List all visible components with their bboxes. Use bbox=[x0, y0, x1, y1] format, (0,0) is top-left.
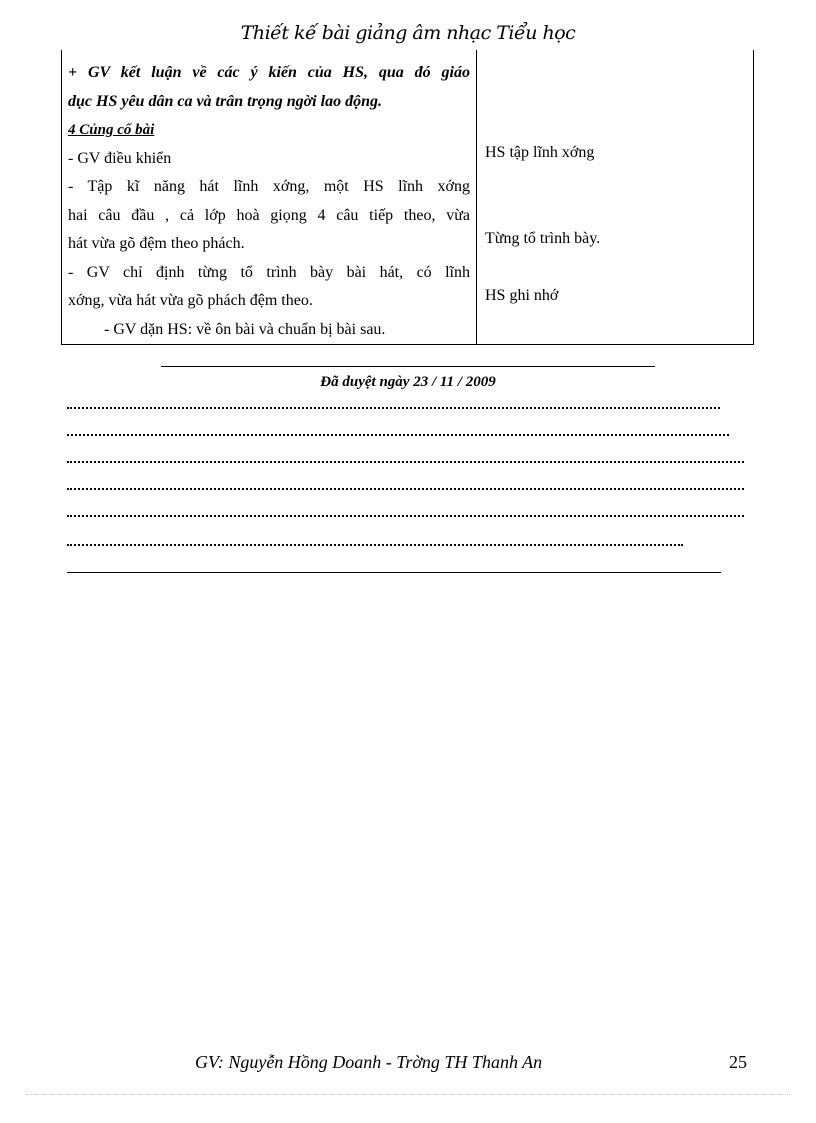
dotted-line bbox=[67, 503, 744, 517]
page-number: 25 bbox=[729, 1052, 747, 1072]
text-line: xớng, vừa hát vừa gõ phách đệm theo. bbox=[68, 292, 313, 309]
dotted-line bbox=[67, 476, 744, 490]
dotted-line bbox=[67, 449, 744, 463]
text-line: hai câu đầu , cả lớp hoà giọng 4 câu tiếp theo, vừa bbox=[68, 206, 470, 224]
footer-dotted-border bbox=[26, 1094, 790, 1095]
text-line: - Tập kĩ năng hát lĩnh xớng, một HS lĩnh xớng bbox=[68, 178, 470, 195]
student-response: Từng tổ trình bày. bbox=[485, 230, 601, 247]
student-activities-cell bbox=[477, 50, 754, 345]
text-line: - GV điều khiển bbox=[68, 149, 172, 167]
footer-author: GV: Nguyễn Hồng Doanh - Trờng TH Thanh An bbox=[195, 1052, 543, 1072]
student-response: HS ghi nhớ bbox=[485, 287, 559, 304]
section-heading: 4 Củng cố bài bbox=[68, 122, 155, 138]
teacher-activities-cell bbox=[62, 50, 477, 345]
text-line: - GV chỉ định từng tổ trình bày bài hát, có lĩnh bbox=[68, 263, 470, 281]
text-line: hát vừa gõ đệm theo phách. bbox=[68, 235, 245, 252]
text-line: + GV kết luận về các ý kiến của HS, qua đó giáo bbox=[68, 64, 470, 81]
text-line: dục HS yêu dân ca và trân trọng ngời lao động. bbox=[68, 92, 382, 110]
text-line: - GV dặn HS: về ôn bài và chuẩn bị bài sau. bbox=[104, 320, 386, 338]
student-response: HS tập lĩnh xớng bbox=[485, 144, 595, 161]
dotted-line bbox=[67, 422, 729, 436]
lesson-table bbox=[61, 50, 754, 345]
separator-line bbox=[67, 572, 721, 573]
dotted-line bbox=[67, 532, 683, 546]
page-header: Thiết kế bài giảng âm nhạc Tiểu học bbox=[240, 22, 576, 44]
separator-line bbox=[161, 366, 655, 367]
dotted-line bbox=[67, 395, 720, 409]
table-row bbox=[62, 50, 754, 345]
approval-date: Đã duyệt ngày 23 / 11 / 2009 bbox=[320, 374, 496, 390]
